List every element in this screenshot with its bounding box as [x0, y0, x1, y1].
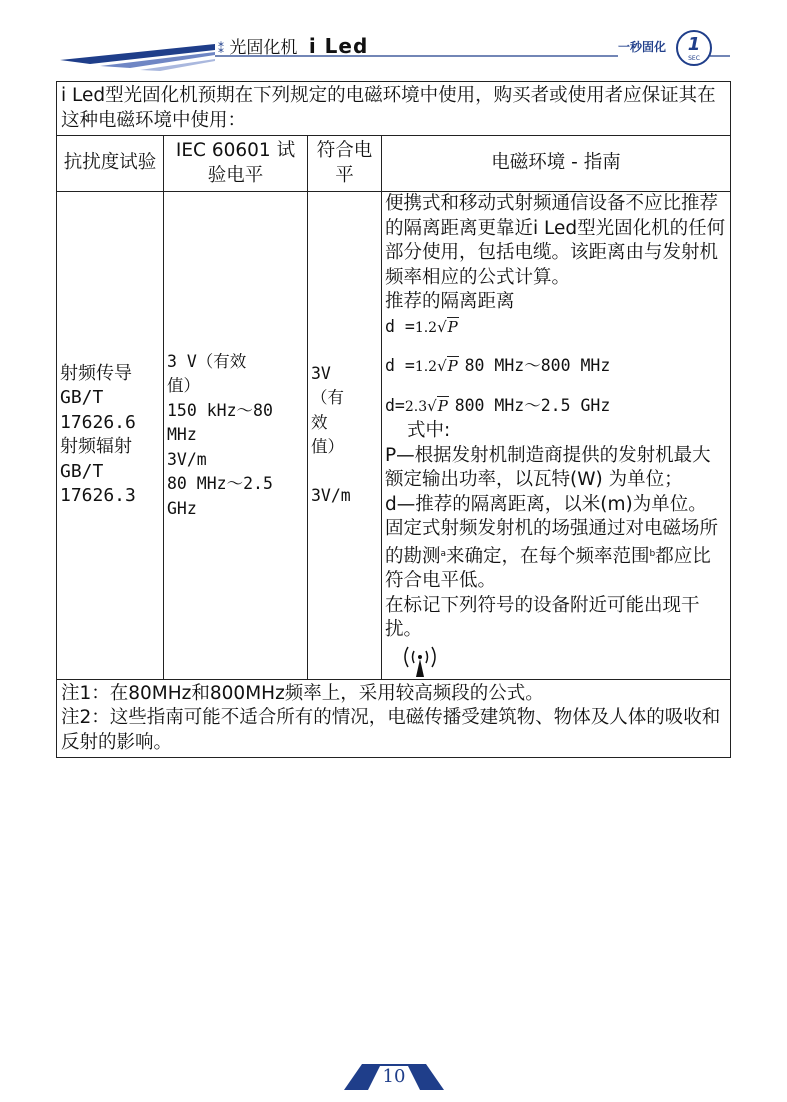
- page-number: 10: [382, 1066, 406, 1087]
- p-definition: P—根据发射机制造商提供的发射机最大额定输出功率，以瓦特(W) 为单位；: [385, 444, 711, 490]
- cell-iec-level: [164, 192, 308, 680]
- compliance-line: 3V/m: [311, 486, 351, 506]
- compliance-line: （有: [311, 388, 344, 408]
- symbol-note: 在标记下列符号的设备附近可能出现干扰。: [385, 594, 700, 640]
- notes-cell: [57, 679, 731, 758]
- cell-guidance: [382, 192, 731, 680]
- page-footer: [344, 1062, 444, 1092]
- col-header-compliance: 符合电平: [308, 136, 382, 192]
- test-line: GB/T: [60, 460, 104, 482]
- header-tagline: 一秒固化: [618, 40, 667, 54]
- sqrt-icon: √P: [437, 317, 458, 336]
- page-header: [0, 0, 787, 80]
- header-row: [57, 136, 731, 192]
- formula-3: d=2.3√P 800 MHz～2.5 GHz: [385, 395, 611, 415]
- cell-compliance: [308, 192, 382, 680]
- header-product: 光固化机: [229, 38, 298, 58]
- intro-row: [57, 82, 731, 136]
- note-1: 注1：在80MHz和800MHz频率上，采用较高频段的公式。: [61, 682, 544, 704]
- iec-line: 150 kHz～80: [167, 400, 273, 420]
- header-title: [218, 33, 368, 58]
- col-header-test: 抗扰度试验: [57, 136, 164, 192]
- compliance-line: 3V: [311, 363, 331, 383]
- iec-line: 值）: [167, 376, 200, 395]
- notes-row: [57, 679, 731, 758]
- formula-1: d =1.2√P: [385, 316, 458, 336]
- iec-line: 3V/m: [167, 449, 207, 469]
- iec-line: MHz: [167, 425, 197, 444]
- guidance-para1: 便携式和移动式射频通信设备不应比推荐的隔离距离更靠近i Led型光固化机的任何部分使用，包括电缆。该距离由与发射机频率相应的公式计算。: [385, 193, 726, 288]
- d-definition: d—推荐的隔离距离，以米(m)为单位。: [385, 493, 707, 515]
- one-second-badge: [676, 30, 712, 66]
- emc-immunity-table: [56, 81, 731, 758]
- col-header-iec-level: IEC 60601 试验电平: [164, 136, 308, 192]
- compliance-spacer: [311, 460, 378, 485]
- badge-number: 1: [687, 34, 701, 55]
- test-line: 17626.3: [60, 485, 136, 507]
- rf-row: [57, 192, 731, 680]
- iec-line: 80 MHz～2.5: [167, 474, 273, 493]
- intro-text: i Led型光固化机预期在下列规定的电磁环境中使用，购买者或使用者应保证其在这种电磁环境中使用：: [57, 82, 731, 136]
- iec-line: GHz: [167, 498, 197, 518]
- sqrt-icon: √P: [427, 396, 448, 415]
- test-line: 射频辐射: [60, 436, 132, 458]
- test-line: GB/T: [60, 387, 104, 409]
- header-swoosh-graphic: [0, 0, 787, 80]
- test-line: 射频传导: [60, 362, 132, 384]
- badge-unit: SEC: [688, 55, 700, 62]
- test-line: 17626.6: [60, 411, 136, 433]
- header-brand: i Led: [308, 34, 369, 58]
- iec-line: 3 V（有效: [167, 351, 247, 371]
- cell-test: [57, 192, 164, 680]
- note-2: 注2：这些指南可能不适合所有的情况，电磁传播受建筑物、物体及人体的吸收和反射的影响。: [61, 707, 721, 753]
- sqrt-icon: √P: [437, 357, 458, 375]
- header-mark-icon: ⁑: [218, 42, 224, 56]
- compliance-line: 值）: [311, 437, 344, 457]
- non-ionizing-radiation-icon: [397, 645, 443, 679]
- col-header-guidance: 电磁环境 - 指南: [382, 136, 731, 192]
- formula-2: d =1.2√P 80 MHz～800 MHz: [385, 356, 611, 375]
- guidance-para2: 推荐的隔离距离: [385, 291, 515, 312]
- field-strength-note: 固定式射频发射机的场强通过对电磁场所的勘测$^a$来确定，在每个频率范围$^b$都应比符合电平低。: [385, 518, 719, 591]
- compliance-line: 效: [311, 412, 328, 432]
- where-label: 式中:: [407, 420, 451, 441]
